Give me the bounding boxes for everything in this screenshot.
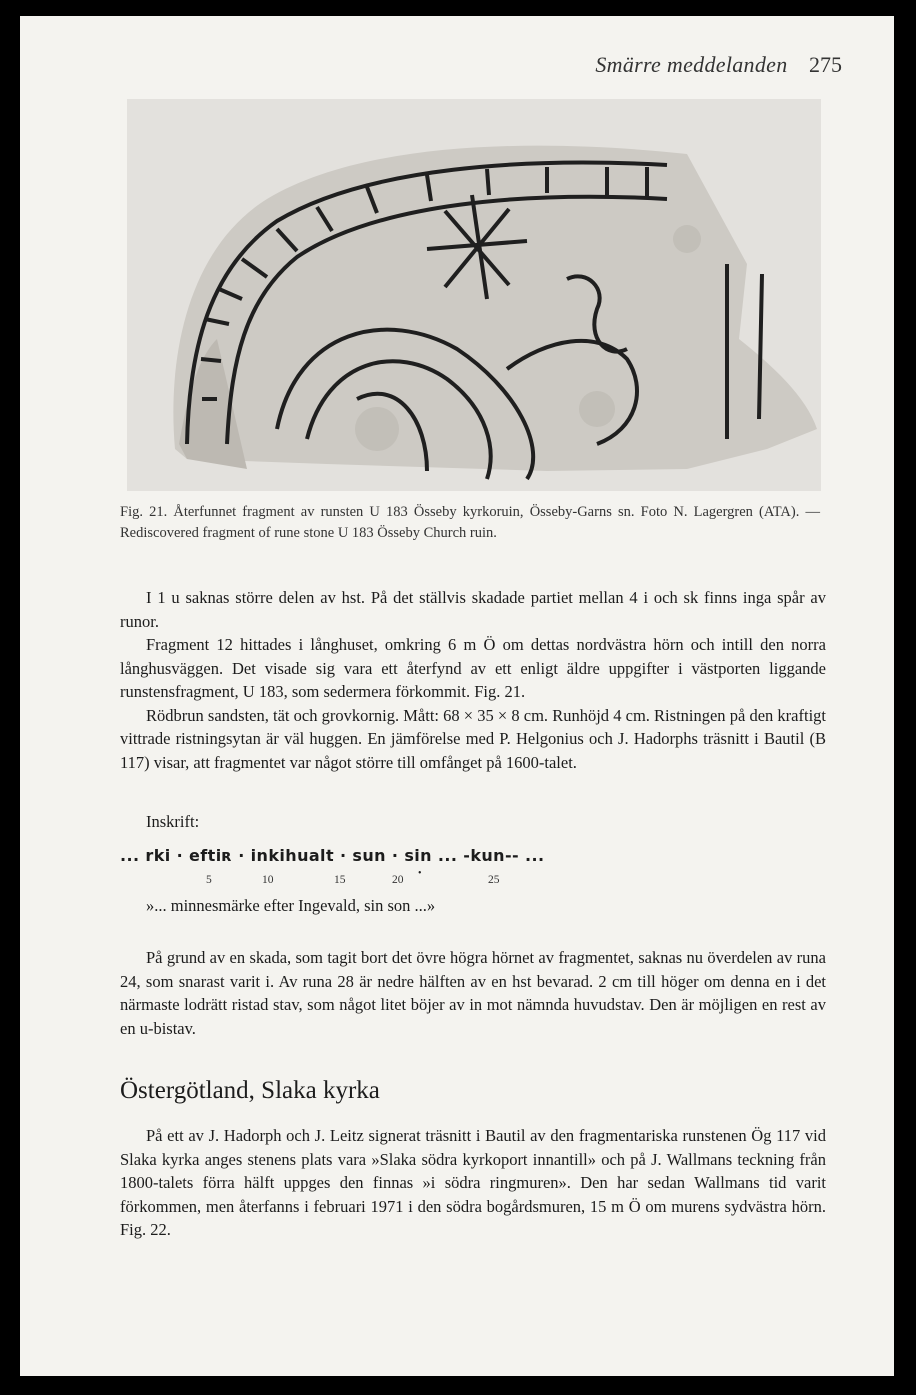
- damage-dot: •: [418, 868, 422, 879]
- rune-number: 10: [262, 874, 274, 886]
- figure-caption: Fig. 21. Återfunnet fragment av runsten U 183 Össeby kyrkoruin, Össeby-Garns sn. Foto N. Lagergren (ATA). — Rediscovered fragment of rune stone U 183 Össeby Church ruin.: [120, 504, 820, 541]
- section-heading: Östergötland, Slaka kyrka: [120, 1077, 380, 1104]
- paragraph: Fragment 12 hittades i långhuset, omkring 6 m Ö om dettas nordvästra hörn och intill den norra långhusväggen. Det visade sig vara ett återfynd av ett enligt äldre uppgifter i västporten liggande runstensfragment, U 183, som sedermera förkommit. Fig. 21.: [120, 635, 826, 701]
- paragraph: På ett av J. Hadorph och J. Leitz signerat träsnitt i Bautil av den fragmentariska runstenen Ög 117 vid Slaka kyrka anges stenens plats vara »Slaka södra kyrkoport innantill» och på J. Wallmans teckning från 1800-talets förra hälft uppges den finnas »i södra ringmuren». Den har sedan Wallmans tid varit förkommen, men återfanns i februari 1971 i den södra bogårdsmuren, 15 m Ö om murens sydvästra hörn. Fig. 22.: [120, 1126, 826, 1239]
- running-header: [20, 52, 842, 78]
- paragraph: På grund av en skada, som tagit bort det övre högra hörnet av fragmentet, saknas nu överdelen av runa 24, som snarast varit i. Av runa 28 är nedre hälften av en hst bevarad. 2 cm till höger om denna en i det närmaste lodrätt ristad stav, som något litet böjer av in mot nämnda huvudstav. Den är möjligen en rest av en u-bistav.: [120, 948, 826, 1038]
- body-text-upper: [120, 586, 826, 774]
- rune-number: 5: [206, 874, 212, 886]
- page-number: 275: [809, 52, 842, 77]
- body-text-middle: [120, 946, 826, 1040]
- rune-stone-photo: [127, 99, 821, 491]
- book-page: [20, 16, 894, 1376]
- rune-transliteration: ... rki · eftiʀ · inkihualt · sun · sin ... -kun-- ...: [120, 846, 545, 865]
- rune-number: 15: [334, 874, 346, 886]
- rune-numbering: [206, 874, 500, 890]
- paragraph: Rödbrun sandsten, tät och grovkornig. Mått: 68 × 35 × 8 cm. Runhöjd 4 cm. Ristningen på den kraftigt vittrade ristningsytan är väl huggen. En jämförelse med P. Helgonius och J. Hadorphs träsnitt i Bautil (B 117) visar, att fragmentet var något större till omfånget på 1600-talet.: [120, 705, 826, 772]
- inscription-label: Inskrift:: [146, 812, 200, 831]
- rune-number: 25: [488, 874, 500, 886]
- body-text-lower: [120, 1124, 826, 1242]
- running-title: Smärre meddelanden: [595, 52, 788, 77]
- paragraph: I 1 u saknas större delen av hst. På det ställvis skadade partiet mellan 4 i och sk finns inga spår av runor.: [120, 588, 826, 631]
- rune-stone-illustration: [127, 99, 821, 491]
- rune-number: 20: [392, 874, 404, 886]
- inscription-translation: »... minnesmärke efter Ingevald, sin son ...»: [146, 896, 436, 915]
